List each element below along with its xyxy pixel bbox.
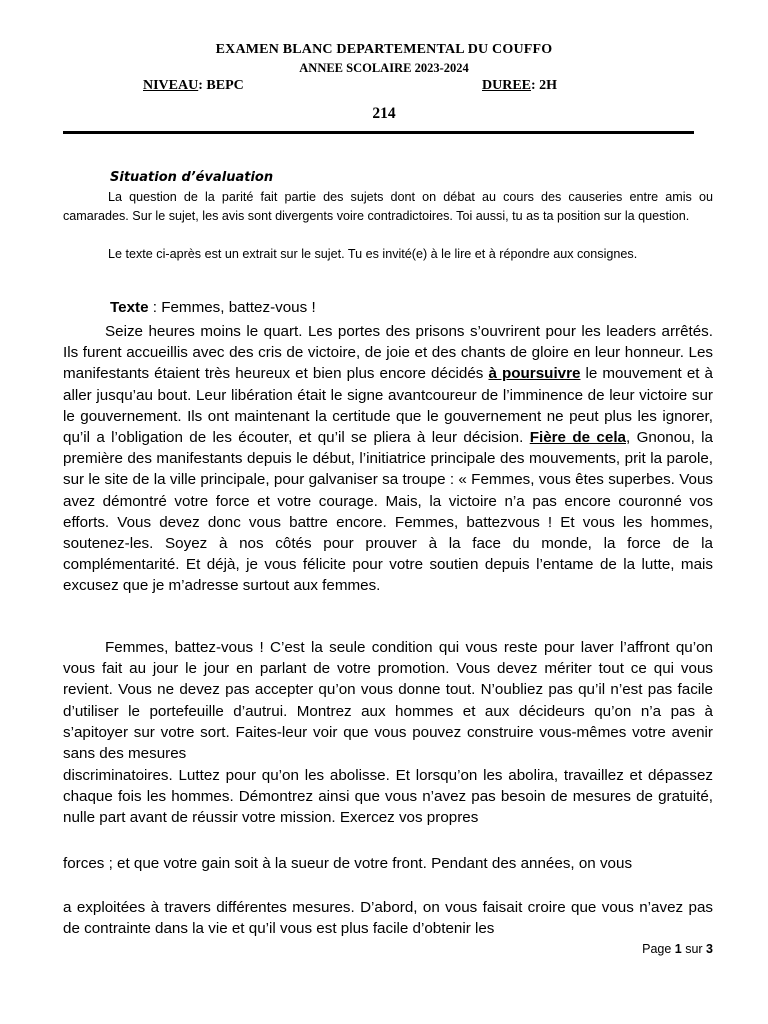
school-year: ANNEE SCOLAIRE 2023-2024: [299, 61, 469, 75]
duree-line: [482, 78, 557, 94]
text-paragraph-5: a exploitées à travers différentes mesures. D’abord, on vous faisait croire que vous n’avez pas de contrainte dans la vie et qu’il vous est plus facile d’obtenir les: [63, 899, 713, 938]
texte-heading: [110, 299, 316, 316]
text-paragraph-4: forces ; et que votre gain soit à la sueur de votre front. Pendant des années, on vous: [63, 855, 633, 872]
text-run: , Gnonou, la première des manifestants depuis le début, l’initiatrice principale des mouvements, prit la parole, sur le site de la ville principale, pour galvaniser sa troupe : « Femmes, vous êtes superbes. Vous avez démontré votre force et votre courage. Mais, la victoire n’a pas encore couronné vos efforts. Vous devez donc vous battre encore. Femmes, battezvous ! Et vous les hommes, soutenez-les. Soyez à nos côtés pour prouver à la face du monde, la force de la complémentarité. Et déjà, je vous félicite pour votre soutien depuis l’entame de la lutte, mais excusez que je m’adresse surtout aux femmes.: [63, 429, 714, 595]
texte-label: Texte: [110, 299, 149, 316]
duree-label: DUREE: [482, 78, 532, 93]
exam-number: 214: [372, 105, 396, 122]
text-run: Seize heures moins le quart. Les portes des prisons s’ouvrirent pour les leaders arrêtés. Ils furent accueillis avec des cris de victoire, de joie et des chants de gloire en leur honneur. Les manifestants étaient très heureux et bien plus encore décidés: [63, 323, 713, 383]
situation-paragraph-2: Le texte ci-après est un extrait sur le sujet. Tu es invité(e) à le lire et à répondre aux consignes.: [108, 247, 638, 261]
text-paragraph-2: Femmes, battez-vous ! C’est la seule condition qui vous reste pour laver l’affront qu’on vous fait au jour le jour en parlant de votre promotion. Vous devez mériter tout ce qui vous revient. Vous ne devez pas accepter qu’on vous donne tout. N’oubliez pas qu’il n’est pas facile d’utiliser le portefeuille d’autrui. Montrez aux hommes et aux décideurs qu’on n’a pas à s’apitoyer sur votre sort. Faites-leur voir que vous pouvez construire vous-mêmes votre avenir sans des mesures: [63, 639, 713, 763]
page-current: 1: [674, 942, 682, 956]
exam-title: EXAMEN BLANC DEPARTEMENTAL DU COUFFO: [215, 42, 553, 57]
niveau-value: : BEPC: [198, 78, 244, 93]
duree-value: : 2H: [531, 78, 558, 93]
emphasis-fiere-de-cela: Fière de cela: [529, 429, 626, 447]
page-indicator: [642, 942, 713, 956]
emphasis-poursuivre: à poursuivre: [488, 365, 581, 383]
text-run: le mouvement et à aller jusqu’au bout. Leur libération était le signe avantcoureur de l’imminence de leur victoire sur le gouvernement. Ils ont maintenant la certitude que le gouvernement ne peut plus les ignorer, qu’il a l’obligation de les écouter, et qu’il se pliera à leur décision.: [63, 365, 713, 447]
header-divider: [63, 131, 694, 134]
situation-paragraph-1: La question de la parité fait partie des sujets dont on débat au cours des causeries entre amis ou camarades. Sur le sujet, les avis sont divergents voire contradictoires. Toi aussi, tu as ta position sur la question.: [63, 190, 713, 223]
niveau-line: [143, 78, 244, 94]
page-total: 3: [706, 942, 713, 956]
text-paragraph-3: discriminatoires. Luttez pour qu’on les abolisse. Et lorsqu’on les abolira, travaillez et dépassez chaque fois les hommes. Démontrez ainsi que vous n’avez pas besoin de mesures de gratuité, nulle part avant de réussir votre mission. Exercez vos propres: [63, 767, 713, 827]
niveau-label: NIVEAU: [143, 78, 199, 93]
text-paragraph-1: [63, 321, 713, 597]
page-mid: sur: [681, 942, 707, 956]
texte-title: : Femmes, battez-vous !: [148, 299, 316, 316]
situation-title: Situation d’évaluation: [110, 170, 274, 185]
page-prefix: Page: [642, 942, 675, 956]
